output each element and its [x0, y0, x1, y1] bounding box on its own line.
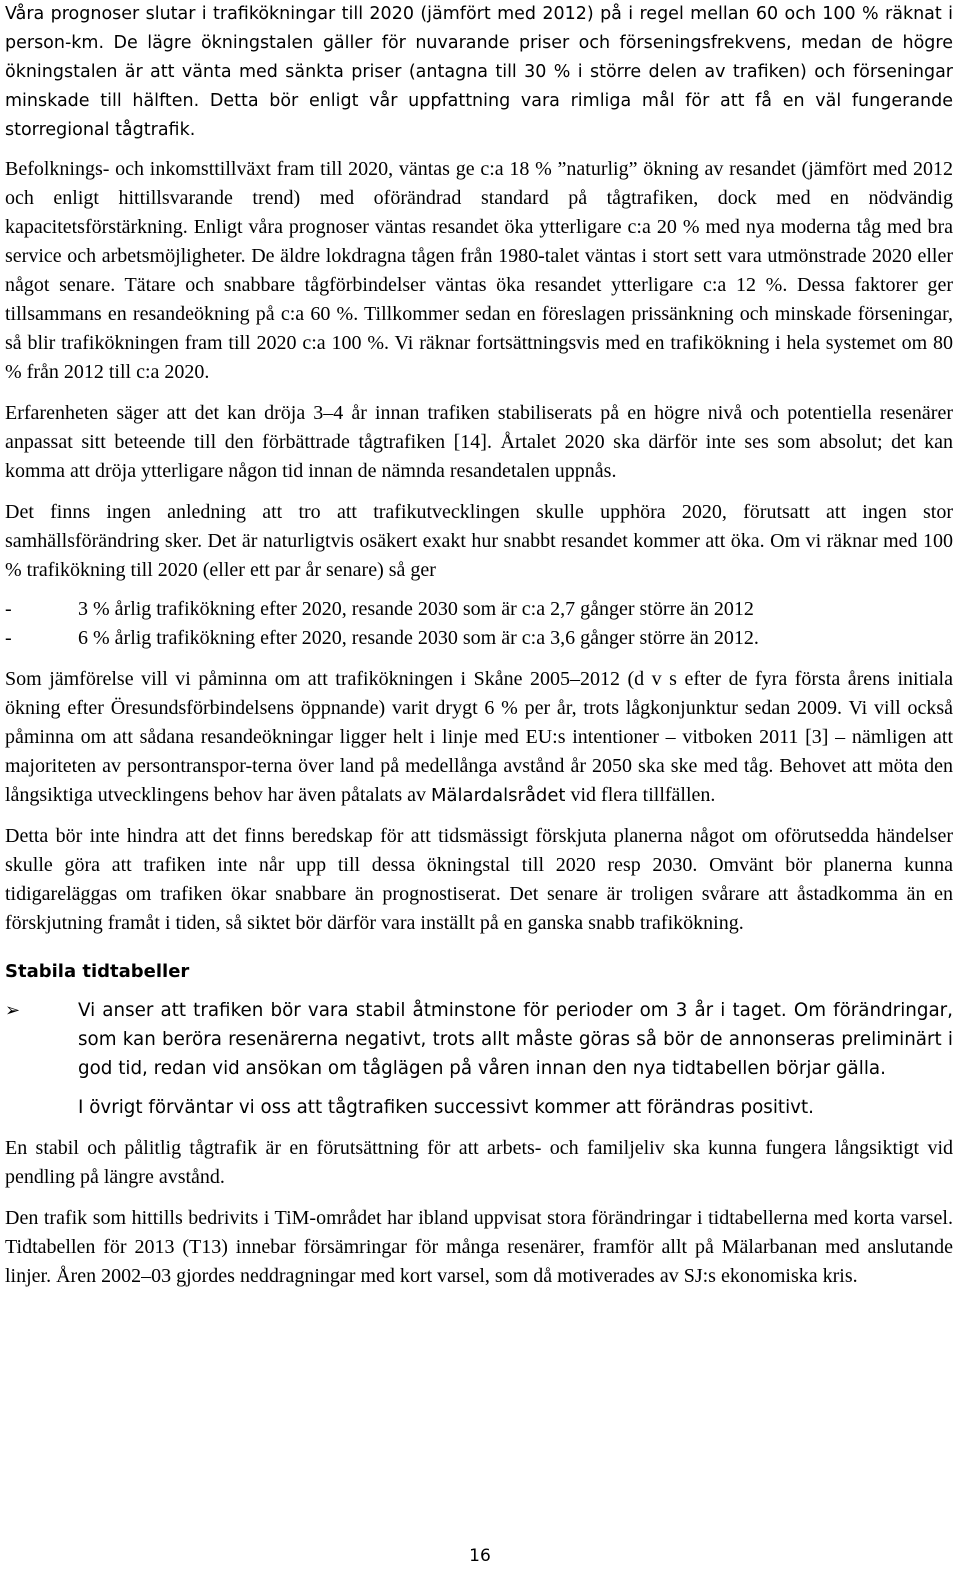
paragraph-population-growth: Befolknings- och inkomsttillväxt fram till 2020, väntas ge c:a 18 % ”naturlig” ökning av resandet (jämfört med 2012 och enligt hittillsvarande trend) med oförändrad standard på tågtrafiken, dock med en nödvändig kapacitetsförstärkning. Enligt våra prognoser väntas resandet öka ytterligare c:a 20 % med nya moderna tåg med bra service och arbetsmöjligheter. De äldre lokdragna tågen från 1980-talet väntas i stort sett vara utmönstrade 2020 eller något senare. Tätare och snabbare tågförbindelser väntas öka resandet ytterligare c:a 12 %. Dessa faktorer ger tillsammans en resandeökning på c:a 60 %. Tillkommer sedan en föreslagen prissänkning och minskade förseningar, så blir trafikökningen fram till 2020 c:a 100 %. Vi räknar fortsättningsvis med en trafikökning i hela systemet om 80 % från 2012 till c:a 2020. [5, 158, 953, 383]
list-item [5, 624, 953, 653]
paragraph-prognoses: Våra prognoser slutar i trafikökningar till 2020 (jämfört med 2012) på i regel mellan 60 och 100 % räknat i person-km. De lägre ökningstalen gäller för nuvarande priser och förseningsfrekvens, medan de högre ökningstalen är att vänta med sänkta priser (antagna till 30 % i större delen av trafiken) och förseningar minskade till hälften. Detta bör enligt vår uppfattning vara rimliga mål för att få en väl fungerande storregional tågtrafik. [5, 4, 953, 140]
paragraph-experience: Erfarenheten säger att det kan dröja 3–4 år innan trafiken stabiliserats på en högre nivå och potentiella resenärer anpassat sitt beteende till den förbättrade tågtrafiken [14]. Årtalet 2020 ska därför inte ses som absolut; det kan komma att dröja ytterligare någon tid innan de nämnda resandetalen uppnås. [5, 402, 953, 482]
bullet-text: Vi anser att trafiken bör vara stabil åtminstone för perioder om 3 år i taget. Om förändringar, som kan beröra resenärerna negativt, trots allt måste göras så bör de annonseras preliminärt i god tid, redan vid ansökan om tåglägen på våren innan den nya tidtabellen börjar gälla. [78, 1000, 953, 1079]
paragraph-no-reason: Det finns ingen anledning att tro att trafikutvecklingen skulle upphöra 2020, förutsatt att ingen stor samhällsförändring sker. Det är naturligtvis osäkert exakt hur snabbt resandet kommer att öka. Om vi räknar med 100 % trafikökning till 2020 (eller ett par år senare) så ger [5, 501, 953, 581]
bullet-item [5, 996, 953, 1083]
section-heading: Stabila tidtabeller [5, 961, 190, 982]
list-item [5, 595, 953, 624]
list-item-text: 3 % årlig trafikökning efter 2020, resande 2030 som är c:a 2,7 gånger större än 2012 [78, 598, 754, 620]
paragraph-tim-area: Den trafik som hittills bedrivits i TiM-området har ibland uppvisat stora förändringar i tidtabellerna med korta varsel. Tidtabellen för 2013 (T13) innebar försämringar för många resenärer, framför allt på Mälarbanan med anslutande linjer. Åren 2002–03 gjordes neddragningar med kort varsel, som då motiverades av SJ:s ekonomiska kris. [5, 1207, 953, 1287]
document-page [5, 0, 953, 1291]
growth-scenarios-list [5, 595, 953, 653]
paragraph-preparedness: Detta bör inte hindra att det finns beredskap för att tidsmässigt förskjuta planerna något om oförutsedda händelser skulle göra att trafiken inte når upp till dessa ökningstal till 2020 resp 2030. Omvänt bör planerna kunna tidigareläggas om trafiken ökar snabbare än prognostiserat. Det senare är troligen svårare att åstadkomma än en förskjutning framåt i tiden, så siktet bör därför vara inställt på en ganska snabb trafikökning. [5, 825, 953, 934]
paragraph-stable-traffic: En stabil och pålitlig tågtrafik är en förutsättning för att arbets- och familjeliv ska kunna fungera långsiktigt vid pendling på längre avstånd. [5, 1137, 953, 1188]
paragraph-comparison-end: vid flera tillfällen. [565, 784, 716, 806]
list-marker: - [5, 627, 12, 649]
paragraph-comparison [5, 665, 953, 810]
organization-name: Mälardalsrådet [430, 785, 566, 806]
bullet-note: I övrigt förväntar vi oss att tågtrafiken successivt kommer att förändras positivt. [78, 1097, 814, 1118]
list-marker: - [5, 598, 12, 620]
paragraph-comparison-text: Som jämförelse vill vi påminna om att trafikökningen i Skåne 2005–2012 (d v s efter de fyra första årens initiala ökning efter Öresundsförbindelsens öppnande) varit drygt 6 % per år, trots lågkonjunktur sedan 2009. Vi vill också påminna om att sådana resandeökningar ligger helt i linje med EU:s intentioner – vitboken 2011 [3] – nämligen att majoriteten av persontranspor-terna över land på medellånga avstånd år 2050 ska ske med tåg. Behovet att möta den långsiktiga utvecklingens behov har även påtalats av [5, 668, 953, 806]
arrow-bullet-icon: ➢ [5, 1000, 21, 1021]
page-number: 16 [469, 1546, 491, 1566]
list-item-text: 6 % årlig trafikökning efter 2020, resande 2030 som är c:a 3,6 gånger större än 2012. [78, 627, 759, 649]
